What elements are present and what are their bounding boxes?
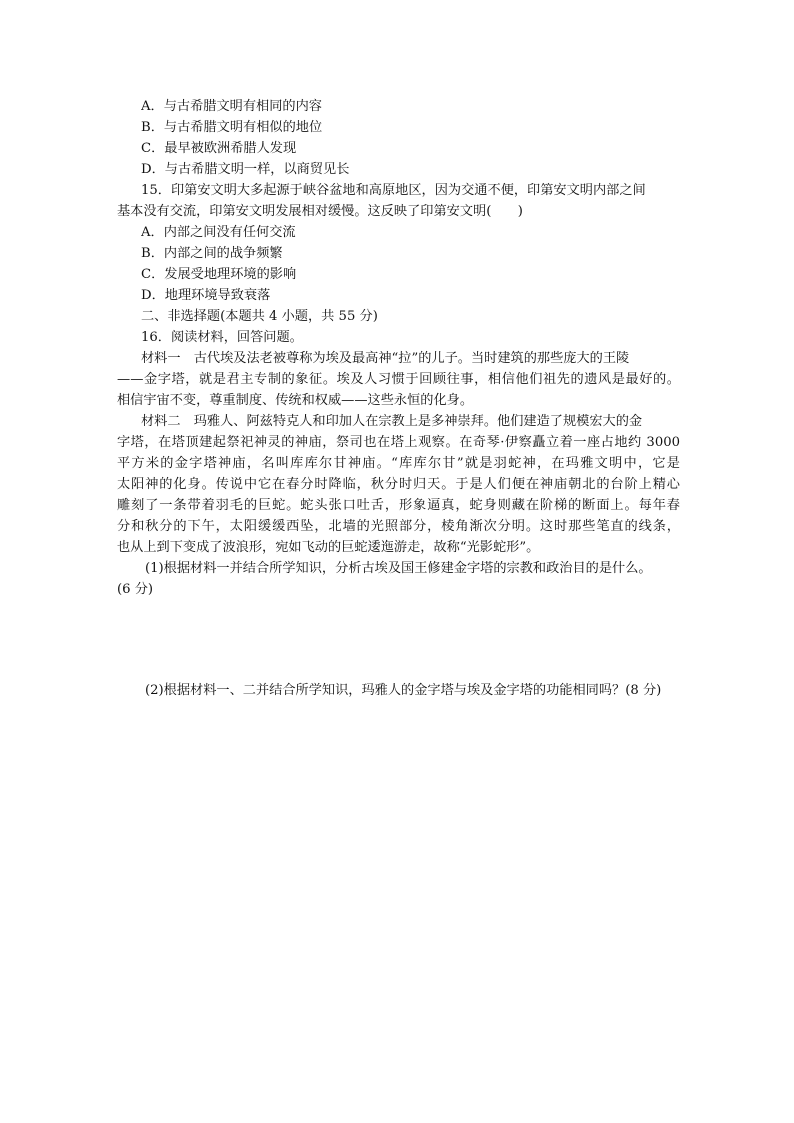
material2-line: 雕刻了一条带着羽毛的巨蛇。蛇头张口吐舌，形象逼真，蛇身则藏在阶梯的断面上。每年春: [117, 498, 680, 513]
material2-line: 平方米的金字塔神庙，名叫库库尔甘神庙。“库库尔甘”就是羽蛇神，在玛雅文明中，它是: [117, 456, 680, 471]
q16-sub1-line1: (1)根据材料一并结合所学知识，分析古埃及国王修建金字塔的宗教和政治目的是什么。: [145, 561, 652, 576]
q15-option-b: B．内部之间的战争频繁: [141, 246, 283, 261]
q14-option-b: B．与古希腊文明有相似的地位: [141, 120, 323, 135]
q14-option-c: C．最早被欧洲希腊人发现: [141, 141, 297, 156]
material2-line: 也从上到下变成了波浪形，宛如飞动的巨蛇逶迤游走，故称“光影蛇形”。: [117, 540, 540, 555]
material2-line: 太阳神的化身。传说中它在春分时降临，秋分时归天。于是人们便在神庙朝北的台阶上精心: [117, 477, 680, 492]
material1-line: 相信宇宙不变，尊重制度、传统和权威——这些永恒的化身。: [117, 393, 474, 408]
q14-option-a: A．与古希腊文明有相同的内容: [141, 99, 322, 114]
q16-sub2: (2)根据材料一、二并结合所学知识，玛雅人的金字塔与埃及金字塔的功能相同吗？(8 分): [145, 683, 662, 698]
q15-stem-line1: 15．印第安文明大多起源于峡谷盆地和高原地区，因为交通不便，印第安文明内部之间: [141, 183, 646, 198]
section2-heading: 二、非选择题(本题共 4 小题，共 55 分): [141, 309, 378, 324]
q16-stem: 16．阅读材料，回答问题。: [141, 330, 303, 345]
q15-stem-line2: 基本没有交流，印第安文明发展相对缓慢。这反映了印第安文明( ): [117, 204, 523, 219]
q16-sub1-line2: (6 分): [117, 582, 154, 597]
material2-line: 字塔，在塔顶建起祭祀神灵的神庙，祭司也在塔上观察。在奇琴·伊察矗立着一座占地约 3000: [117, 435, 680, 450]
material1-line: 材料一 古代埃及法老被尊称为埃及最高神“拉”的儿子。当时建筑的那些庞大的王陵: [141, 351, 630, 366]
material1-line: ——金字塔，就是君主专制的象征。埃及人习惯于回顾往事，相信他们祖先的遗风是最好的。: [117, 372, 680, 387]
q15-option-c: C．发展受地理环境的影响: [141, 267, 297, 282]
q14-option-d: D．与古希腊文明一样，以商贸见长: [141, 162, 350, 177]
q15-option-a: A．内部之间没有任何交流: [141, 225, 296, 240]
q15-option-d: D．地理环境导致衰落: [141, 288, 271, 303]
material2-line: 材料二 玛雅人、阿兹特克人和印加人在宗教上是多神崇拜。他们建造了规模宏大的金: [141, 414, 643, 429]
material2-line: 分和秋分的下午，太阳缓缓西坠，北墙的光照部分，棱角渐次分明。这时那些笔直的线条，: [117, 519, 680, 534]
